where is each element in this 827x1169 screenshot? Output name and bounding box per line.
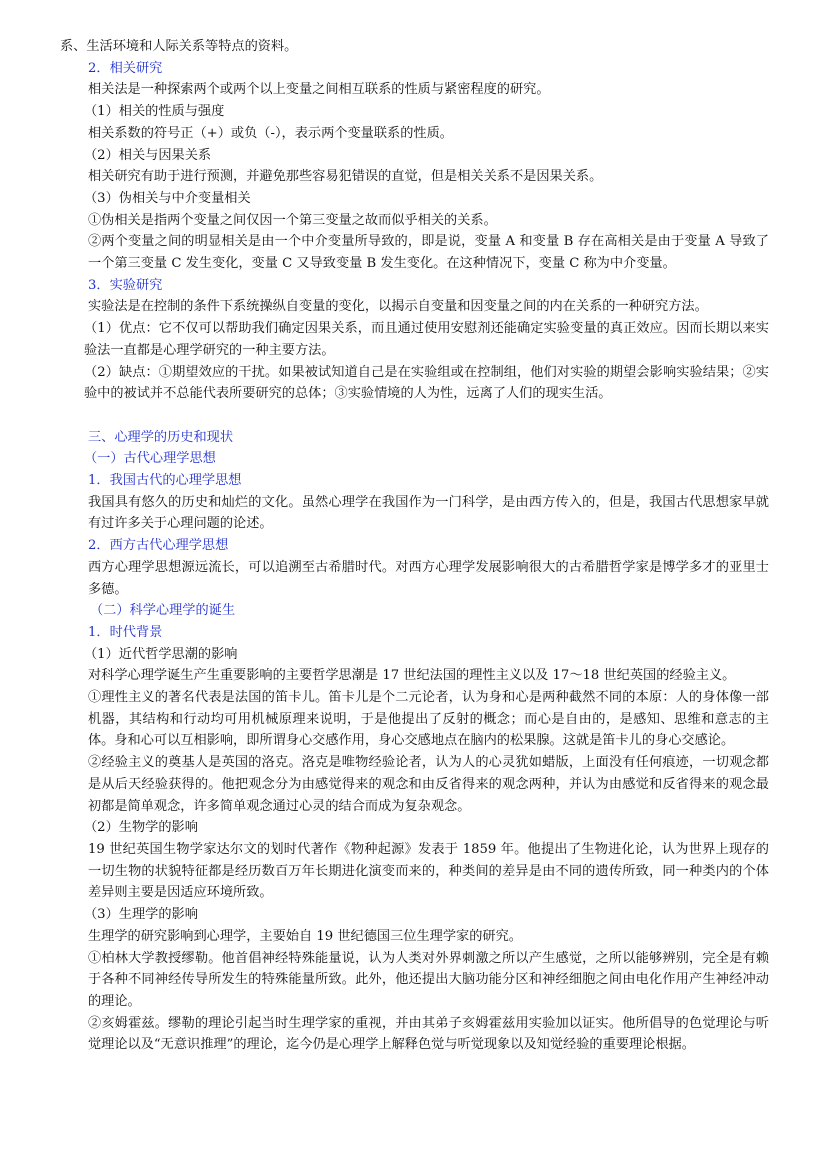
- paragraph-line: 相关法是一种探索两个或两个以上变量之间相互联系的性质与紧密程度的研究。: [88, 82, 550, 98]
- paragraph-line: （3）生理学的影响: [84, 907, 198, 923]
- paragraph-line: 对科学心理学诞生产生重要影响的主要哲学思潮是 17 世纪法国的理性主义以及 17～18 世纪英国的经验主义。: [88, 668, 736, 684]
- section-heading: 2．西方古代心理学思想: [88, 538, 229, 554]
- section-heading: 2．相关研究: [88, 60, 163, 76]
- section-heading: 三、心理学的历史和现状: [88, 429, 234, 445]
- paragraph-line: （3）伪相关与中介变量相关: [84, 190, 251, 206]
- paragraph-line: （2）相关与因果关系: [84, 147, 212, 163]
- section-heading: 1．时代背景: [88, 624, 163, 640]
- section-heading: （一）古代心理学思想: [84, 451, 216, 467]
- paragraph-line: 西方心理学思想源远流长，可以追溯至古希腊时代。对西方心理学发展影响很大的古希腊哲学家是博学多才的亚里士多德。: [88, 559, 769, 597]
- paragraph-line: ①柏林大学教授缪勒。他首倡神经特殊能量说，认为人类对外界刺激之所以产生感觉，之所以能够辨别，完全是有赖于各种不同神经传导所发生的特殊能量所致。此外，他还提出大脑功能分区和神经细胞之间由电化作用产生神经冲动的理论。: [88, 950, 769, 1009]
- paragraph-line: 19 世纪英国生物学家达尔文的划时代著作《物种起源》发表于 1859 年。他提出了生物进化论，认为世界上现存的一切生物的状貌特征都是经历数百万年长期进化演变而来的，种类间的差异是由不同的遗传所致，同一种类内的个体差异则主要是因适应环境所致。: [88, 842, 769, 901]
- paragraph-line: ②亥姆霍兹。缪勒的理论引起当时生理学家的重视，并由其弟子亥姆霍兹用实验加以证实。他所倡导的色觉理论与听觉理论以及“无意识推理”的理论，迄今仍是心理学上解释色觉与听觉现象以及知觉经验的重要理论根据。: [88, 1015, 769, 1053]
- paragraph-line: ②两个变量之间的明显相关是由一个中介变量所导致的，即是说，变量 A 和变量 B 存在高相关是由于变量 A 导致了一个第三变量 C 发生变化，变量 C 又导致变量 B 发生变化。在这种情况下，变量 C 称为中介变量。: [88, 234, 769, 272]
- section-heading: （二）科学心理学的诞生: [90, 603, 236, 619]
- paragraph-line: （2）生物学的影响: [84, 820, 198, 836]
- paragraph-line: （2）缺点：①期望效应的干扰。如果被试知道自己是在实验组或在控制组，他们对实验的期望会影响实验结果；②实验中的被试并不总能代表所要研究的总体；③实验情境的人为性，远离了人们的现实生活。: [84, 364, 769, 402]
- paragraph-line: ①理性主义的著名代表是法国的笛卡儿。笛卡儿是个二元论者，认为身和心是两种截然不同的本原：人的身体像一部机器，其结构和行动均可用机械原理来说明，于是他提出了反射的概念；而心是自由的，是感知、思维和意志的主体。身和心可以互相影响，即所谓身心交感作用，身心交感地点在脑内的松果腺。这就是笛卡儿的身心交感论。: [88, 690, 769, 749]
- paragraph-line: 我国具有悠久的历史和灿烂的文化。虽然心理学在我国作为一门科学，是由西方传入的，但是，我国古代思想家早就有过许多关于心理问题的论述。: [88, 494, 769, 532]
- paragraph-line: 生理学的研究影响到心理学，主要始自 19 世纪德国三位生理学家的研究。: [88, 928, 522, 944]
- section-heading: 1．我国古代的心理学思想: [88, 473, 242, 489]
- paragraph-line: （1）近代哲学思潮的影响: [84, 646, 238, 662]
- paragraph-line: ①伪相关是指两个变量之间仅因一个第三变量之故而似乎相关的关系。: [88, 212, 497, 228]
- paragraph-line: 系、生活环境和人际关系等特点的资料。: [60, 39, 298, 54]
- paragraph-line: （1）优点：它不仅可以帮助我们确定因果关系，而且通过使用安慰剂还能确定实验变量的真正效应。因而长期以来实验法一直都是心理学研究的一种主要方法。: [84, 321, 769, 358]
- paragraph-line: 实验法是在控制的条件下系统操纵自变量的变化，以揭示自变量和因变量之间的内在关系的一种研究方法。: [88, 299, 708, 315]
- paragraph-line: 相关系数的符号正（+）或负（-），表示两个变量联系的性质。: [88, 125, 453, 141]
- section-heading: 3．实验研究: [88, 277, 163, 293]
- paragraph-line: 相关研究有助于进行预测，并避免那些容易犯错误的直觉，但是相关关系不是因果关系。: [88, 169, 603, 185]
- blank-line: [60, 405, 769, 427]
- paragraph-line: （1）相关的性质与强度: [84, 104, 225, 120]
- paragraph-line: ②经验主义的奠基人是英国的洛克。洛克是唯物经验论者，认为人的心灵犹如蜡版，上面没有任何痕迹，一切观念都是从后天经验获得的。他把观念分为由感觉得来的观念和由反省得来的观念两种，并认为由感觉和反省得来的观念最初都是简单观念，许多简单观念通过心灵的结合而成为复杂观念。: [88, 755, 769, 814]
